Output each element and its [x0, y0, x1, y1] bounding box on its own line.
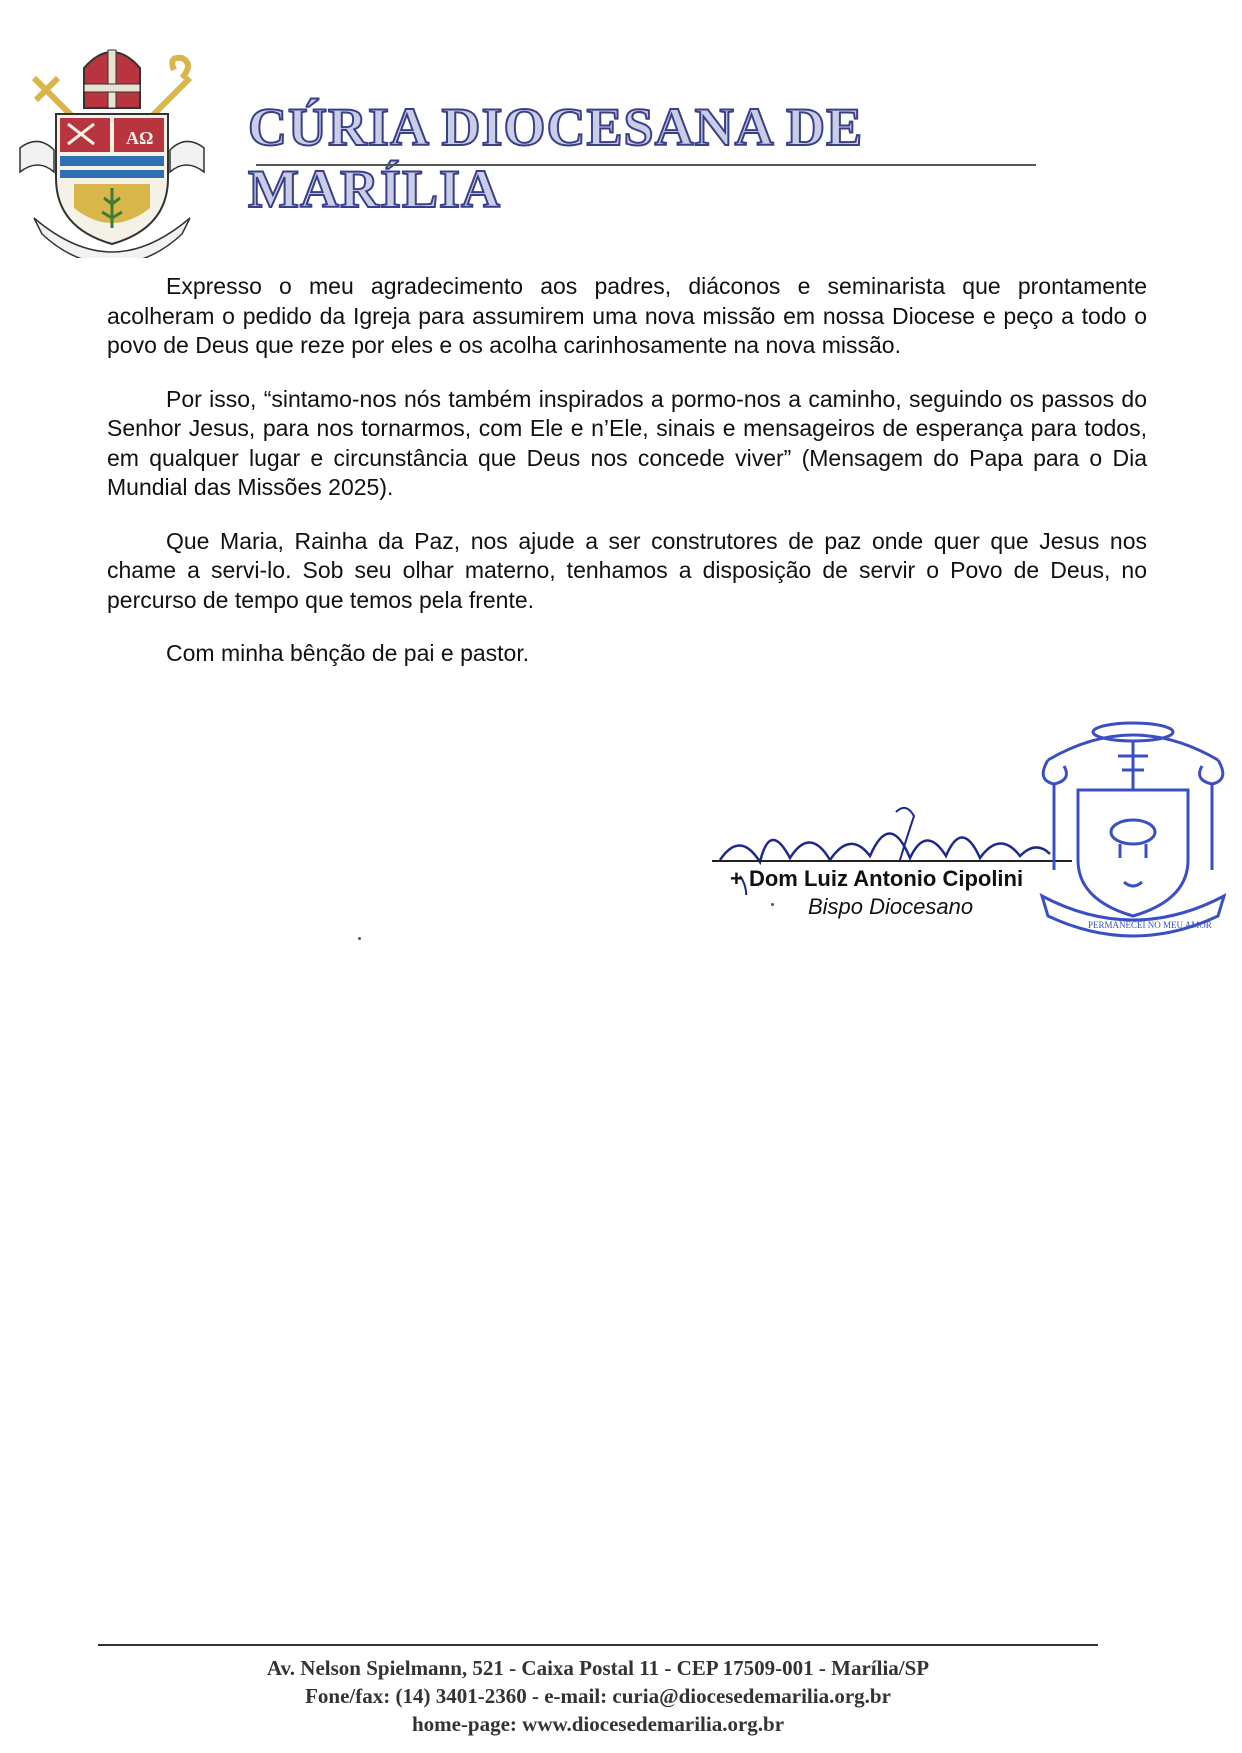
- signatory-role: Bispo Diocesano: [808, 894, 974, 919]
- footer-address: Av. Nelson Spielmann, 521 - Caixa Postal 11 - CEP 17509-001 - Marília/SP: [266, 1656, 930, 1680]
- footer-homepage: home-page: www.diocesedemarilia.org.br: [411, 1712, 785, 1736]
- footer-divider: [98, 1644, 1098, 1646]
- letterhead-footer: [98, 1654, 1098, 1738]
- body-paragraph: Expresso o meu agradecimento aos padres, diáconos e seminarista que prontamente acolheram o pedido da Igreja para assumirem uma nova missão em nossa Diocese e peço a todo o povo de Deus que reze por eles e os acolha carinhosamente na nova missão.: [107, 273, 1147, 358]
- seal-motto: PERMANECEI NO MEU AMOR: [1088, 920, 1212, 930]
- scan-speck: [358, 937, 361, 940]
- episcopal-seal-icon: [1028, 720, 1238, 960]
- body-paragraph: Por isso, “sintamo-nos nós também inspirados a pormo-nos a caminho, seguindo os passos do Senhor Jesus, para nos tornarmos, com Ele e n’Ele, sinais e mensageiros de esperança para todos, em qualquer lugar e circunstância que Deus nos concede viver” (Mensagem do Papa para o Dia Mundial das Missões 2025).: [107, 385, 1147, 500]
- letterhead-divider: [256, 164, 1036, 166]
- closing-line: Com minha bênção de pai e pastor.: [166, 640, 530, 666]
- body-paragraph: Que Maria, Rainha da Paz, nos ajude a ser construtores de paz onde quer que Jesus nos chame a servi-lo. Sob seu olhar materno, tenhamos a disposição de servir o Povo de Deus, no percurso de tempo que temos pela frente.: [107, 527, 1147, 613]
- scan-speck: [771, 903, 774, 906]
- footer-contact: Fone/fax: (14) 3401-2360 - e-mail: curia@diocesedemarilia.org.br: [305, 1684, 891, 1708]
- signatory-name: + Dom Luiz Antonio Cipolini: [730, 866, 1024, 891]
- letter-body: [107, 272, 1147, 693]
- diocesan-coat-of-arms-icon: [14, 38, 210, 258]
- letterhead-title: CÚRIA DIOCESANA DE MARÍLIA: [248, 97, 864, 219]
- signature-block: [700, 720, 1240, 980]
- alpha-omega-glyph: AΩ: [126, 128, 154, 148]
- signature-line: [712, 860, 1072, 862]
